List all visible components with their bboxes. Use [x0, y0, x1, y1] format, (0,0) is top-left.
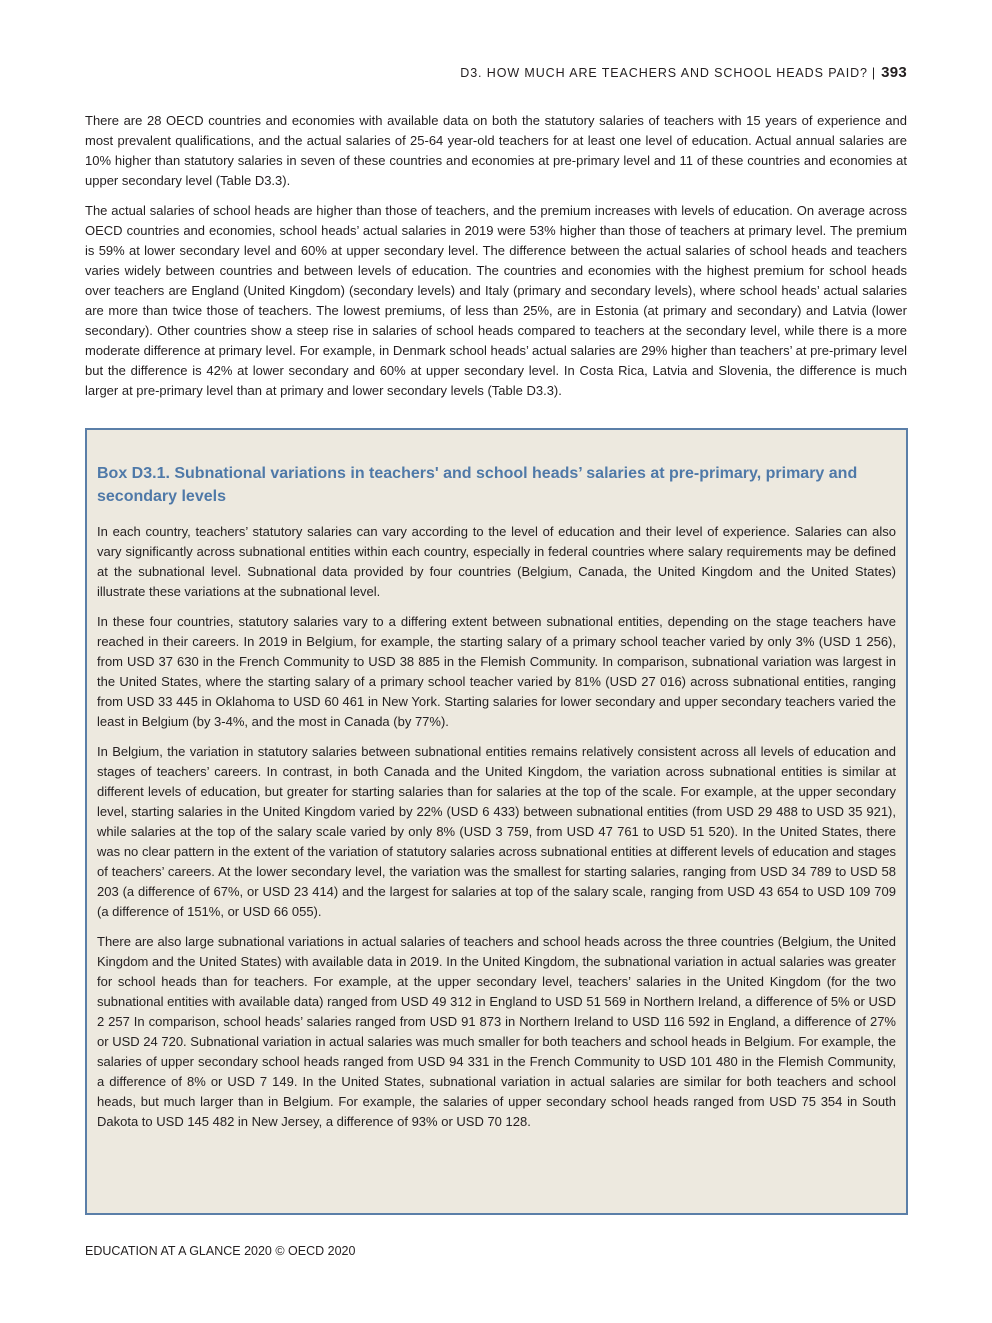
box-paragraph: There are also large subnational variations in actual salaries of teachers and school heads across the three countries (Belgium, the United Kingdom and the United States) with available data in 2019. In the United Kingdom, the subnational variation in actual salaries was greater for school heads than for teachers. For example, at the upper secondary level, teachers’ salaries in the United Kingdom (for the two subnational entities with available data) ranged from USD 49 312 in England to USD 51 569 in Northern Ireland, a difference of 5% or USD 2 257 In comparison, school heads’ salaries ranged from USD 91 873 in Northern Ireland to USD 116 592 in England, a difference of 27% or USD 24 720. Subnational variation in actual salaries was much smaller for both teachers and school heads in Belgium. For example, the salaries of upper secondary school heads ranged from USD 94 331 in the French Community to USD 101 480 in the Flemish Community, a difference of 8% or USD 7 149. In the United States, subnational variation in actual salaries are similar for both teachers and school heads, but much larger than in Belgium. For example, the salaries of upper secondary school heads ranged from USD 75 354 in South Dakota to USD 145 482 in New Jersey, a difference of 93% or USD 70 128.: [97, 934, 896, 1129]
box-paragraph: In Belgium, the variation in statutory salaries between subnational entities remains relatively consistent across all levels of education and stages of teachers’ careers. In contrast, in both Canada and the United Kingdom, the variation across subnational entities is similar at different levels of education, but greater for starting salaries than for salaries at the top of the scale. For example, at the upper secondary level, starting salaries in the United Kingdom varied by 22% (USD 6 433) between subnational entities (from USD 29 488 to USD 35 921), while salaries at the top of the salary scale varied by only 8% (USD 3 759, from USD 47 761 to USD 51 520). In the United States, there was no clear pattern in the extent of the variation of statutory salaries across subnational entities at different levels of education and stages of teachers’ careers. At the lower secondary level, the variation was the smallest for starting salaries, ranging from USD 34 789 to USD 58 203 (a difference of 67%, or USD 23 414) and the largest for salaries at top of the salary scale, ranging from USD 43 654 to USD 109 709 (a difference of 151%, or USD 66 055).: [97, 744, 896, 919]
box-paragraph: In these four countries, statutory salaries vary to a differing extent between subnational entities, depending on the stage teachers have reached in their careers. In 2019 in Belgium, for example, the starting salary of a primary school teacher varied by only 3% (USD 1 256), from USD 37 630 in the French Community to USD 38 885 in the Flemish Community. In comparison, subnational variation was largest in the United States, where the starting salary of a primary school teacher varied by 81% (USD 27 016) across subnational entities, ranging from USD 33 445 in Oklahoma to USD 60 461 in New York. Starting salaries for lower secondary and upper secondary teachers varied the least in Belgium (by 3-4%, and the most in Canada (by 77%).: [97, 614, 896, 729]
main-body: [85, 111, 907, 411]
header-separator: |: [871, 66, 877, 80]
page-number: 393: [881, 64, 907, 81]
box-body: [97, 522, 896, 1132]
body-paragraph: There are 28 OECD countries and economies with available data on both the statutory salaries of teachers with 15 years of experience and most prevalent qualifications, and the actual salaries of 25-64 year-old teachers for at least one level of education. Actual annual salaries are 10% higher than statutory salaries in seven of these countries and economies at pre-primary level and 11 of these countries and economies at upper secondary level (Table D3.3).: [85, 113, 907, 188]
page-footer: EDUCATION AT A GLANCE 2020 © OECD 2020: [85, 1244, 356, 1258]
box-paragraph: In each country, teachers’ statutory salaries can vary according to the level of education and their level of experience. Salaries can also vary significantly across subnational entities within each country, especially in federal countries where salary requirements may be defined at the subnational level. Subnational data provided by four countries (Belgium, Canada, the United Kingdom and the United States) illustrate these variations at the subnational level.: [97, 524, 896, 599]
section-title: D3. HOW MUCH ARE TEACHERS AND SCHOOL HEADS PAID?: [460, 66, 868, 80]
box-d3-1: [85, 428, 908, 1215]
box-title: Box D3.1. Subnational variations in teachers' and school heads’ salaries at pre-primary, primary and secondary levels: [97, 465, 858, 505]
running-header: [460, 64, 907, 81]
body-paragraph: The actual salaries of school heads are higher than those of teachers, and the premium increases with levels of education. On average across OECD countries and economies, school heads’ actual salaries in 2019 were 53% higher than those of teachers at primary level. The premium is 59% at lower secondary level and 60% at upper secondary level. The difference between the actual salaries of school heads and teachers varies widely between countries and between levels of education. The countries and economies with the highest premium for school heads over teachers are England (United Kingdom) (secondary levels) and Italy (primary and secondary levels), where school heads’ actual salaries are more than twice those of teachers. The lowest premiums, of less than 25%, are in Estonia (at primary and secondary) and Latvia (lower secondary). Other countries show a steep rise in salaries of school heads compared to teachers at the secondary level, while there is a more moderate difference at primary level. For example, in Denmark school heads’ actual salaries are 29% higher than teachers’ at pre-primary level but the difference is 42% at lower secondary and 60% at upper secondary level. In Costa Rica, Latvia and Slovenia, the difference is much larger at pre-primary level than at primary and lower secondary levels (Table D3.3).: [85, 203, 907, 398]
